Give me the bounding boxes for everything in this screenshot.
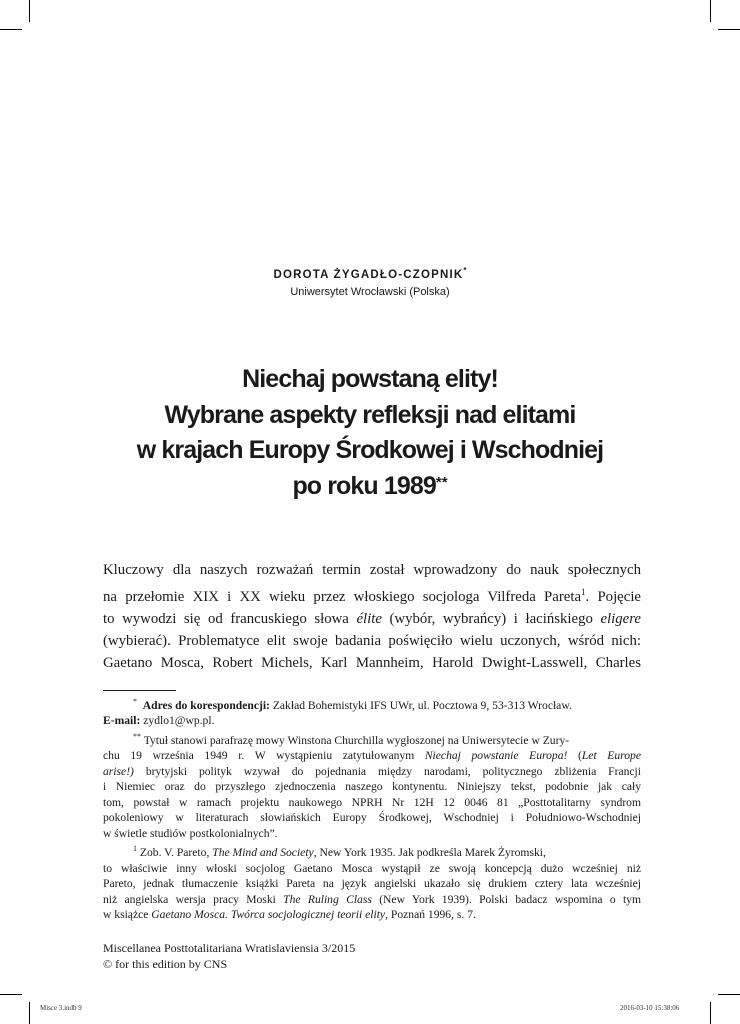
term-elite: élite (356, 610, 382, 627)
email-address[interactable]: zydlo1@wp.pl. (140, 714, 215, 728)
title-line-4 (60, 469, 680, 505)
crop-mark-bottom-right-horizontal (718, 994, 740, 995)
author-name (0, 266, 740, 281)
footnote-2-text-2a: chu 19 września 1949 r. W wystąpieniu zatytułowanym (103, 749, 425, 763)
crop-mark-bottom-left-horizontal (0, 994, 22, 995)
title-footnote-mark: ** (435, 473, 448, 491)
footnote-separator (103, 690, 176, 691)
crop-mark-top-left (29, 0, 30, 22)
body-line-4: (wybierać). Problematyce elit swoje badania poświęciło wielu uczonych, wśród nich: (103, 632, 641, 649)
footnote-1-mark: * (133, 697, 137, 706)
footnote-3-text-1a: Zob. V. Pareto, (137, 846, 213, 860)
body-line-2-text: na przełomie XIX i XX wieku przez włoskiego socjologa Vilfreda Pareta (103, 588, 582, 605)
footnote-3-italic-4: The Ruling Class (283, 892, 372, 906)
body-paragraph (103, 559, 641, 674)
footnote-2-line-7: w świetle studiów postkolonialnych”. (103, 826, 278, 840)
footnote-3-text-4b: (New York 1939). Polski badacz wspomina o tym (371, 892, 641, 906)
slug-timestamp: 2016-03-10 15:38:06 (620, 1004, 680, 1012)
footnote-1-label: Adres do korespondencji: (142, 698, 270, 712)
footnote-3-line-1 (103, 841, 641, 860)
title-line-2: Wybrane aspekty refleksji nad elitami (164, 400, 576, 429)
footnote-2-italic-1: Niechaj powstanie Europa! (424, 749, 568, 763)
footnote-3-line-3: Pareto, jednak tłumaczenie książki Pareta na język angielski ukazało się drukiem cztery lata wcześniej (103, 877, 641, 891)
footnote-1-line-2 (103, 713, 641, 729)
crop-mark-top-right (710, 0, 711, 22)
footnote-3-text-5b: , Poznań 1996, s. 7. (385, 908, 476, 922)
footnote-2-line-2 (103, 748, 641, 764)
crop-mark-bottom-left (29, 1002, 30, 1024)
footnote-ref-1[interactable]: 1 (581, 587, 586, 597)
slug-file-name: Misce 3.indb 9 (40, 1004, 82, 1012)
body-line-1: Kluczowy dla naszych rozważań termin został wprowadzony do nauk społecznych (103, 562, 641, 578)
journal-name: Miscellanea Posttotalitariana Wratislaviensia 3/2015 (103, 941, 356, 955)
copyright-line: © for this edition by CNS (103, 957, 228, 971)
footnote-2-italic-2: Let Europe (581, 749, 641, 763)
body-line-3-text: to wywodzi się od francuskiego słowa (103, 610, 357, 627)
footnote-3-line-4 (103, 892, 641, 908)
footnote-3-italic-1: The Mind and Society (212, 846, 314, 860)
footnote-2-line-6: pokoleniowy w literaturach słowiańskich Europy Środkowej, Wschodniej i Południowo-Wschodniej (103, 811, 641, 825)
body-line-2-end: . Pojęcie (585, 588, 641, 605)
crop-mark-bottom-right (710, 1002, 711, 1024)
footnote-2-line-1 (103, 729, 641, 748)
body-line-2 (103, 581, 641, 608)
footnote-2-line-3 (103, 764, 641, 780)
author-affiliation: Uniwersytet Wrocławski (Polska) (290, 286, 450, 298)
author-name-text: DOROTA ŻYGADŁO-CZOPNIK (273, 268, 464, 281)
author-footnote-mark: * (463, 266, 467, 275)
footnote-1-line-1 (103, 694, 641, 713)
footnote-2-line-5: tom, powstał w ramach projektu naukowego NPRH Nr 12H 12 0046 81 „Posttotalitarny syndrom (103, 795, 641, 809)
footnote-2-mark: ** (133, 731, 141, 741)
body-line-5: Gaetano Mosca, Robert Michels, Karl Mannheim, Harold Dwight-Lasswell, Charles (103, 654, 641, 671)
footnote-3-line-5 (103, 907, 641, 923)
title-line-4-text: po roku 1989 (292, 471, 436, 500)
term-eligere: eligere (600, 610, 642, 627)
body-line-3-mid: (wybór, wybrańcy) i łacińskiego (381, 610, 601, 627)
footnote-2-line-4: i Niemiec oraz do przyszłego zjednoczenia naszego kontynentu. Niniejszy tekst, podobnie jak cały (103, 780, 641, 794)
footnote-1-text: Zakład Bohemistyki IFS UWr, ul. Pocztowa 9, 53-313 Wrocław. (269, 698, 572, 712)
crop-mark-top-right-horizontal (718, 29, 740, 30)
footnote-3-text-5a: w książce (103, 908, 152, 922)
footnote-3-italic-5: Gaetano Mosca. Twórca socjologicznej teorii elity (151, 908, 386, 922)
journal-info (103, 940, 355, 972)
email-label: E-mail: (103, 714, 141, 728)
footnote-3-mark: 1 (133, 844, 137, 854)
crop-mark-top-left-horizontal (0, 29, 22, 30)
title-line-1: Niechaj powstaną elity! (242, 365, 498, 393)
footnote-3-text-1b: , New York 1935. Jak podkreśla Marek Żyromski, (313, 846, 546, 860)
footnote-2-text-2b: ( (567, 749, 582, 763)
title-line-3: w krajach Europy Środkowej i Wschodniej (136, 436, 604, 464)
article-title (60, 362, 680, 504)
footnotes (103, 694, 641, 923)
footnote-3-line-2: to właściwie inny włoski socjolog Gaetano Mosca wystąpił ze swoją koncepcją dużo wcześniej niż (103, 861, 641, 875)
footnote-2-italic-3: arise!) (103, 764, 134, 778)
footnote-2-text-1: Tytuł stanowi parafrazę mowy Winstona Churchilla wygłoszonej na Uniwersytecie w Zury- (141, 733, 570, 747)
footnote-2-text-3: brytyjski polityk wzywał do pojednania między narodami, politycznego zbliżenia Francji (133, 764, 641, 778)
body-line-3 (103, 608, 641, 630)
footnote-3-text-4a: niż angielska wersja pracy Moski (103, 892, 284, 906)
